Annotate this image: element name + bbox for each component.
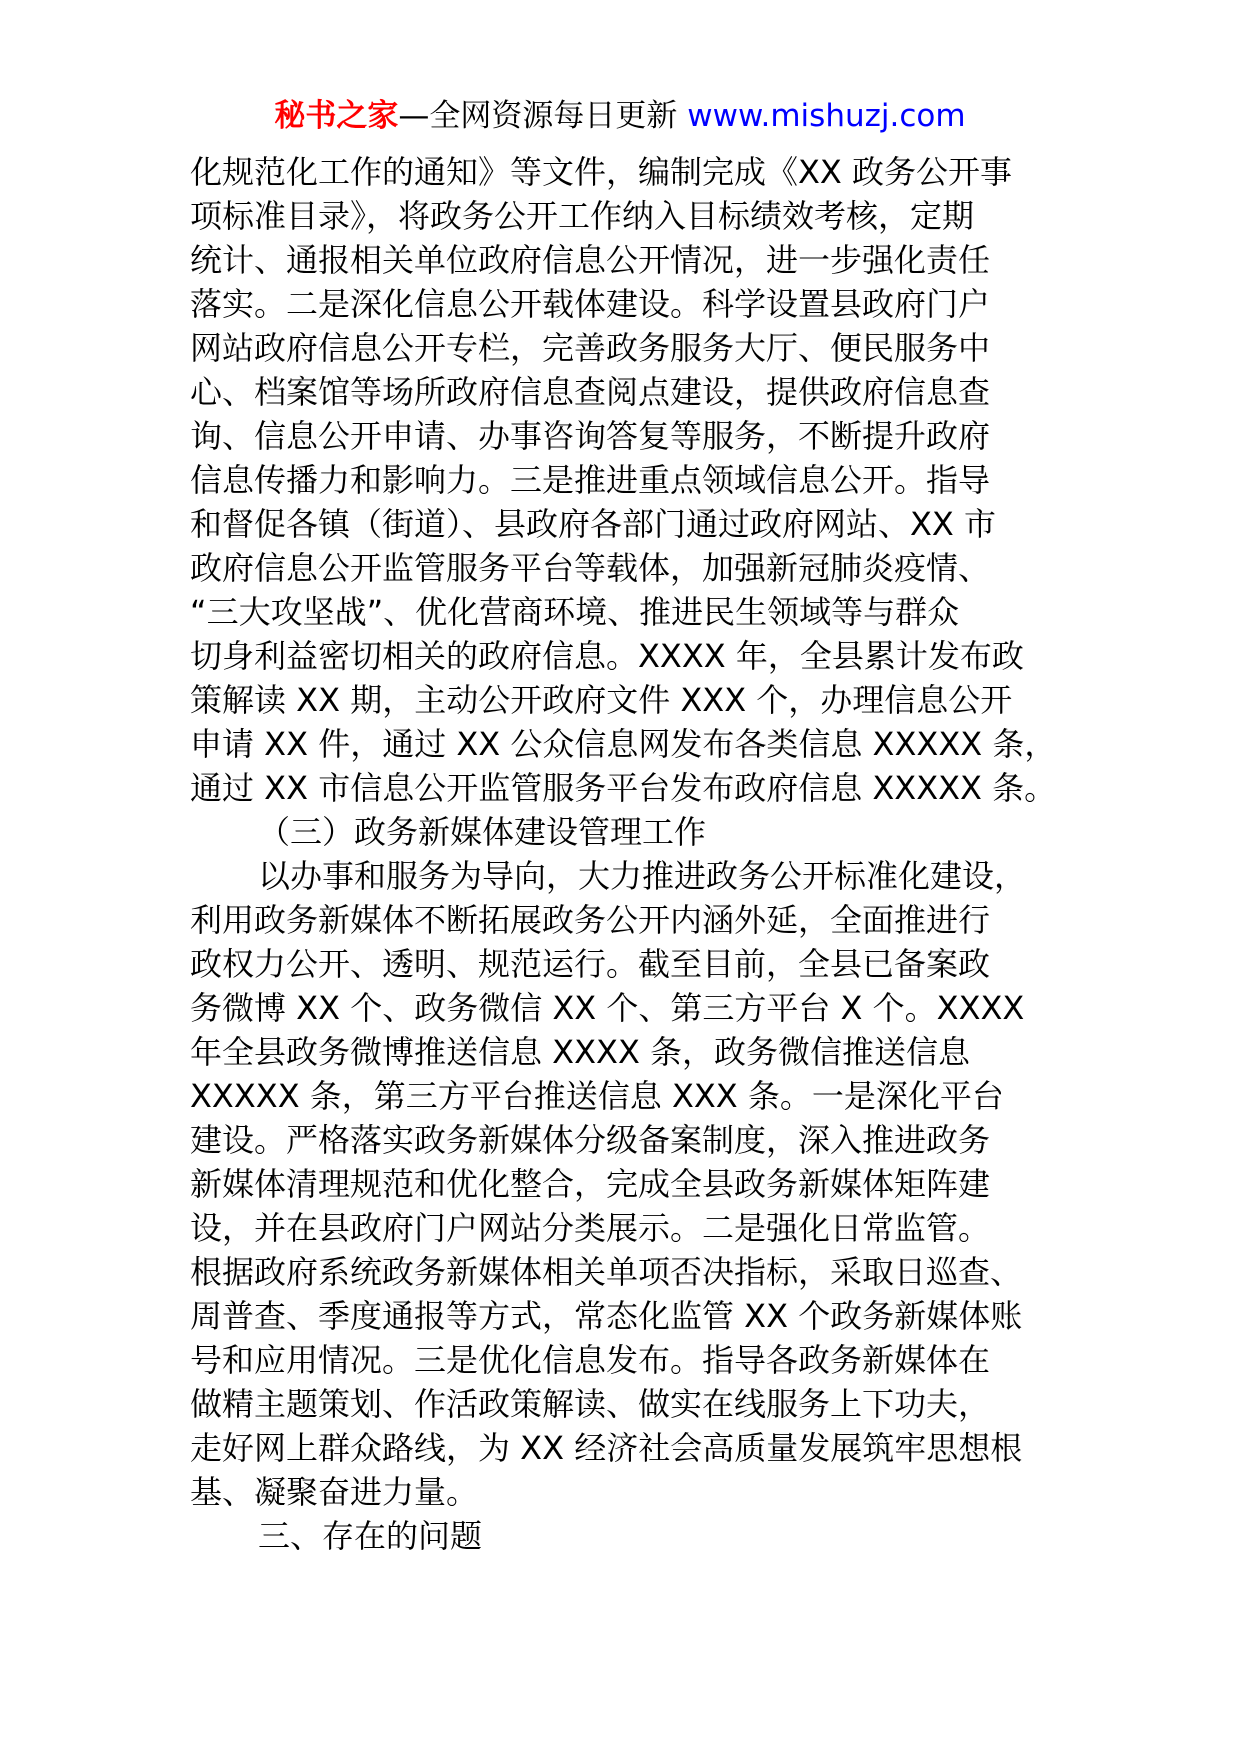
page-header bbox=[0, 96, 1240, 136]
paragraph-line: 周普查、季度通报等方式，常态化监管 XX 个政务新媒体账 bbox=[190, 1297, 1023, 1335]
paragraph-line: 设，并在县政府门户网站分类展示。二是强化日常监管。 bbox=[190, 1209, 991, 1247]
paragraph-line: 网站政府信息公开专栏，完善政务服务大厅、便民服务中 bbox=[190, 329, 991, 367]
paragraph-line: 建设。严格落实政务新媒体分级备案制度，深入推进政务 bbox=[190, 1121, 991, 1159]
paragraph-line: 心、档案馆等场所政府信息查阅点建设，提供政府信息查 bbox=[190, 373, 991, 411]
paragraph-line: 年全县政务微博推送信息 XXXX 条，政务微信推送信息 bbox=[190, 1033, 971, 1071]
paragraph-line: 做精主题策划、作活政策解读、做实在线服务上下功夫， bbox=[190, 1385, 991, 1423]
paragraph-line: 利用政务新媒体不断拓展政务公开内涵外延，全面推进行 bbox=[190, 901, 991, 939]
paragraph-line: 新媒体清理规范和优化整合，完成全县政务新媒体矩阵建 bbox=[190, 1165, 991, 1203]
paragraph-line: 切身利益密切相关的政府信息。XXXX 年，全县累计发布政 bbox=[190, 637, 1024, 675]
paragraph-line: “三大攻坚战”、优化营商环境、推进民生领域等与群众 bbox=[190, 593, 960, 631]
paragraph-line: 走好网上群众路线，为 XX 经济社会高质量发展筑牢思想根 bbox=[190, 1429, 1023, 1467]
paragraph-line: XXXXX 条，第三方平台推送信息 XXX 条。一是深化平台 bbox=[190, 1077, 1004, 1115]
paragraph-line-indented: 三、存在的问题 bbox=[258, 1517, 483, 1555]
paragraph-line: 策解读 XX 期，主动公开政府文件 XXX 个，办理信息公开 bbox=[190, 681, 1013, 719]
paragraph-line: 号和应用情况。三是优化信息发布。指导各政务新媒体在 bbox=[190, 1341, 991, 1379]
paragraph-line: 政权力公开、透明、规范运行。截至目前，全县已备案政 bbox=[190, 945, 991, 983]
paragraph-line: 通过 XX 市信息公开监管服务平台发布政府信息 XXXXX 条。 bbox=[190, 769, 1057, 807]
paragraph-line: 化规范化工作的通知》等文件，编制完成《XX 政务公开事 bbox=[190, 153, 1013, 191]
paragraph-line: 基、凝聚奋进力量。 bbox=[190, 1473, 479, 1511]
paragraph-line: 统计、通报相关单位政府信息公开情况，进一步强化责任 bbox=[190, 241, 991, 279]
paragraph-line: 务微博 XX 个、政务微信 XX 个、第三方平台 X 个。XXXX bbox=[190, 989, 1025, 1027]
paragraph-line-indented: （三）政务新媒体建设管理工作 bbox=[258, 813, 707, 851]
website-link[interactable]: www.mishuzj.com bbox=[687, 98, 966, 134]
paragraph-line: 信息传播力和影响力。三是推进重点领域信息公开。指导 bbox=[190, 461, 991, 499]
brand-name: 秘书之家 bbox=[274, 98, 399, 134]
paragraph-line: 政府信息公开监管服务平台等载体，加强新冠肺炎疫情、 bbox=[190, 549, 991, 587]
header-tagline: —全网资源每日更新 bbox=[398, 98, 688, 134]
document-body bbox=[190, 150, 1070, 1558]
paragraph-line: 落实。二是深化信息公开载体建设。科学设置县政府门户 bbox=[190, 285, 991, 323]
paragraph-line: 根据政府系统政务新媒体相关单项否决指标，采取日巡查、 bbox=[190, 1253, 1023, 1291]
paragraph-line: 和督促各镇（街道）、县政府各部门通过政府网站、XX 市 bbox=[190, 505, 997, 543]
paragraph-line: 项标准目录》，将政务公开工作纳入目标绩效考核，定期 bbox=[190, 197, 975, 235]
paragraph-line: 询、信息公开申请、办事咨询答复等服务，不断提升政府 bbox=[190, 417, 991, 455]
paragraph-line: 申请 XX 件，通过 XX 公众信息网发布各类信息 XXXXX 条， bbox=[190, 725, 1057, 763]
paragraph-line-indented: 以办事和服务为导向，大力推进政务公开标准化建设， bbox=[258, 857, 1027, 895]
